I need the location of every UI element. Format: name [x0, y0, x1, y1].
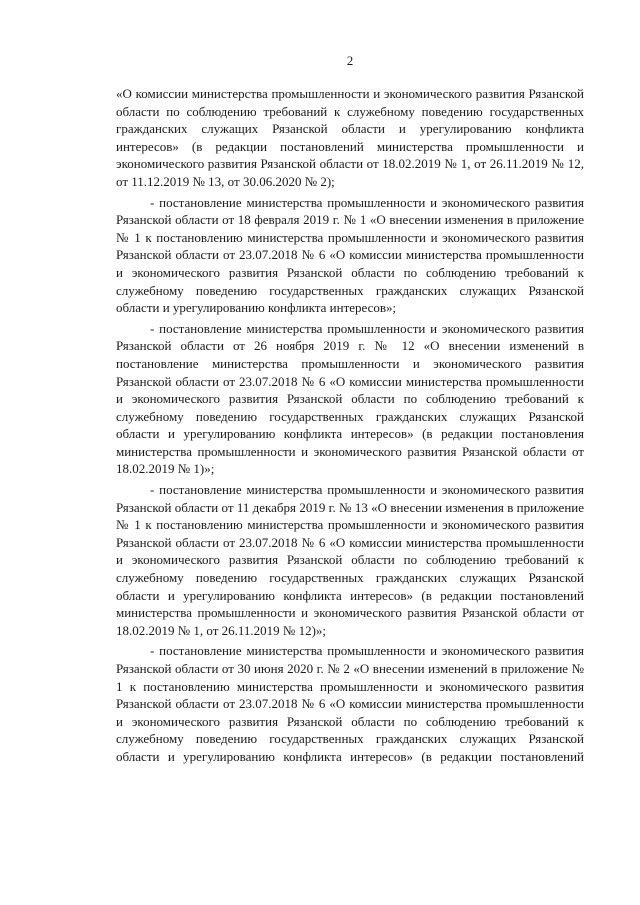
- paragraph-resolution-dec-2019: - постановление министерства промышленности и экономического развития Рязанской области от 11 декабря 2019 г. № 13 «О внесении изменения в приложение № 1 к постановлению министерства промышленности и экономического развития Рязанской области от 23.07.2018 № 6 «О комиссии министерства промышленности и экономического развития Рязанской области по соблюдению требований к служебному поведению государственных гражданских служащих Рязанской области и урегулированию конфликта интересов» (в редакции постановлений министерства промышленности и экономического развития Рязанской области от 18.02.2019 № 1, от 26.11.2019 № 12)»;: [116, 482, 584, 638]
- paragraph-resolution-nov-2019: - постановление министерства промышленности и экономического развития Рязанской области от 26 ноября 2019 г. № 12 «О внесении изменений в постановление министерства промышленности и экономического развития Рязанской области от 23.07.2018 № 6 «О комиссии министерства промышленности и экономического развития Рязанской области по соблюдению требований к служебному поведению государственных гражданских служащих Рязанской области и урегулированию конфликта интересов» (в редакции постановления министерства промышленности и экономического развития Рязанской области от 18.02.2019 № 1)»;: [116, 320, 584, 477]
- page-number: 2: [346, 53, 354, 68]
- document-body: [116, 85, 584, 769]
- paragraph-resolution-feb-2019: - постановление министерства промышленности и экономического развития Рязанской области от 18 февраля 2019 г. № 1 «О внесении изменения в приложение № 1 к постановлению министерства промышленности и экономического развития Рязанской области от 23.07.2018 № 6 «О комиссии министерства промышленности и экономического развития Рязанской области по соблюдению требований к служебному поведению государственных гражданских служащих Рязанской области и урегулированию конфликта интересов»;: [116, 194, 584, 316]
- paragraph-1-continuation: «О комиссии министерства промышленности и экономического развития Рязанской области по соблюдению требований к служебному поведению государственных гражданских служащих Рязанской области и урегулированию конфликта интересов» (в редакции постановлений министерства промышленности и экономического развития Рязанской области от 18.02.2019 № 1, от 26.11.2019 № 12, от 11.12.2019 № 13, от 30.06.2020 № 2);: [116, 86, 584, 189]
- paragraph-resolution-jun-2020: - постановление министерства промышленности и экономического развития Рязанской области от 30 июня 2020 г. № 2 «О внесении изменений в приложение № 1 к постановлению министерства промышленности и экономического развития Рязанской области от 23.07.2018 № 6 «О комиссии министерства промышленности и экономического развития Рязанской области по соблюдению требований к служебному поведению государственных гражданских служащих Рязанской области и урегулированию конфликта интересов» (в редакции постановлений: [116, 643, 584, 764]
